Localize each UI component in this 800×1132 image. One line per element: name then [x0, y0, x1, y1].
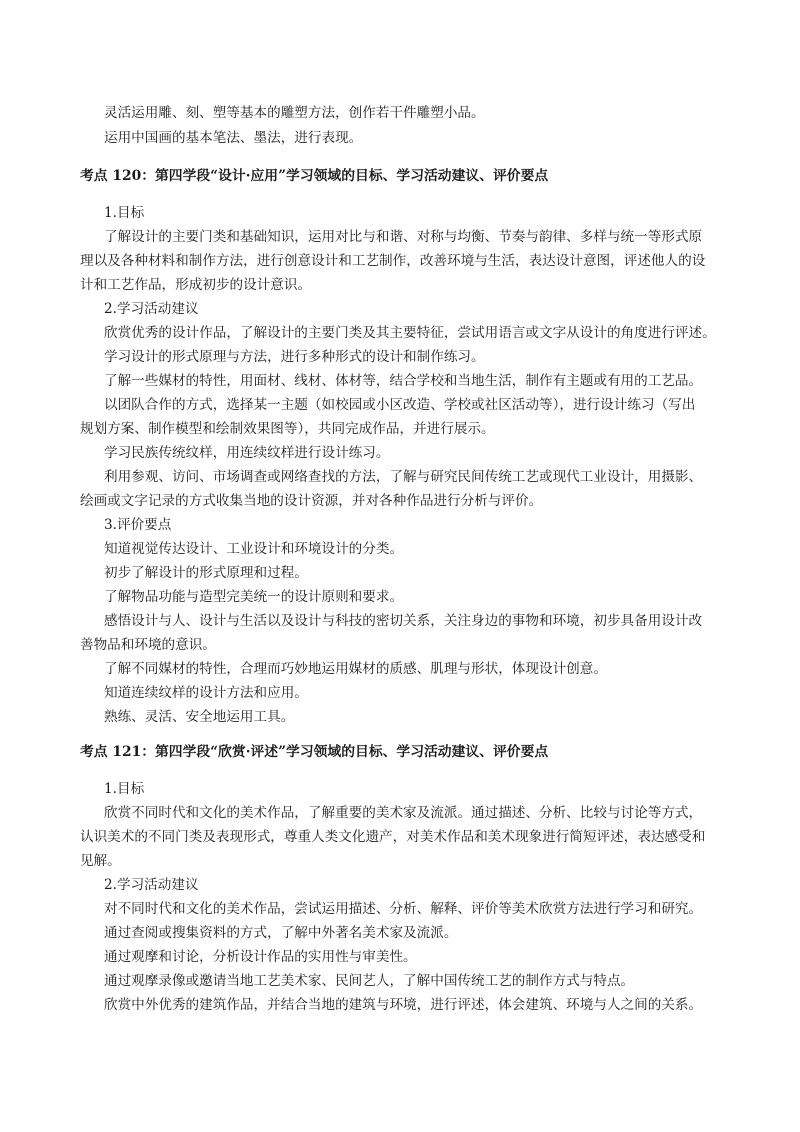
paragraph-sculpture: 灵活运用雕、刻、塑等基本的雕塑方法，创作若干件雕塑小品。 [104, 105, 485, 121]
activity-120-6-line-2: 绘画或文字记录的方式收集当地的设计资源，并对各种作品进行分析与评价。 [80, 493, 543, 509]
activity-120-2: 学习设计的形式原理与方法，进行多种形式的设计和制作练习。 [104, 349, 485, 365]
activities-title-120: 2.学习活动建议 [104, 301, 199, 317]
goal-text-121-line-2: 认识美术的不同门类及表现形式，尊重人类文化遗产，对美术作品和美术现象进行简短评述，表达感受和 [80, 829, 706, 845]
activities-title-121: 2.学习活动建议 [104, 877, 199, 893]
activity-121-5: 欣赏中外优秀的建筑作品，并结合当地的建筑与环境，进行评述，体会建筑、环境与人之间的关系。 [104, 997, 703, 1013]
evaluation-120-4-line-1: 感悟设计与人、设计与生活以及设计与科技的密切关系，关注身边的事物和环境，初步具备用设计改 [104, 613, 703, 629]
activity-121-3: 通过观摩和讨论，分析设计作品的实用性与审美性。 [104, 949, 417, 965]
activity-120-4-line-1: 以团队合作的方式，选择某一主题（如校园或小区改造、学校或社区活动等），进行设计练习（写出 [104, 397, 696, 413]
evaluation-120-6: 知道连续纹样的设计方法和应用。 [104, 685, 308, 701]
evaluation-120-4-line-2: 善物品和环境的意识。 [80, 637, 216, 653]
evaluation-120-5: 了解不同媒材的特性，合理而巧妙地运用媒材的质感、肌理与形状，体现设计创意。 [104, 661, 607, 677]
activity-121-4: 通过观摩录像或邀请当地工艺美术家、民间艺人，了解中国传统工艺的制作方式与特点。 [104, 973, 635, 989]
section-heading-121: 考点 121：第四学段“欣赏·评述”学习领域的目标、学习活动建议、评价要点 [80, 744, 549, 760]
goal-text-120-line-1: 了解设计的主要门类和基础知识，运用对比与和谐、对称与均衡、节奏与韵律、多样与统一等形式原 [104, 229, 703, 245]
evaluation-120-7: 熟练、灵活、安全地运用工具。 [104, 709, 295, 725]
evaluation-120-3: 了解物品功能与造型完美统一的设计原则和要求。 [104, 589, 404, 605]
activity-121-2: 通过查阅或搜集资料的方式，了解中外著名美术家及流派。 [104, 925, 458, 941]
activity-120-5: 学习民族传统纹样，用连续纹样进行设计练习。 [104, 445, 390, 461]
goal-title-121: 1.目标 [104, 781, 145, 797]
activity-120-6-line-1: 利用参观、访问、市场调查或网络查找的方法，了解与研究民间传统工艺或现代工业设计，用摄影、 [104, 469, 703, 485]
section-heading-120: 考点 120：第四学段“设计·应用”学习领域的目标、学习活动建议、评价要点 [80, 168, 549, 184]
evaluation-title-120: 3.评价要点 [104, 517, 172, 533]
activity-120-3: 了解一些媒材的特性，用面材、线材、体材等，结合学校和当地生活，制作有主题或有用的工艺品。 [104, 373, 703, 389]
goal-text-120-line-2: 理以及各种材料和制作方法，进行创意设计和工艺制作，改善环境与生活，表达设计意图，评述他人的设 [80, 253, 706, 269]
goal-text-121-line-3: 见解。 [80, 853, 121, 869]
evaluation-120-1: 知道视觉传达设计、工业设计和环境设计的分类。 [104, 541, 404, 557]
evaluation-120-2: 初步了解设计的形式原理和过程。 [104, 565, 308, 581]
goal-text-121-line-1: 欣赏不同时代和文化的美术作品，了解重要的美术家及流派。通过描述、分析、比较与讨论等方式， [104, 805, 703, 821]
goal-text-120-line-3: 计和工艺作品，形成初步的设计意识。 [80, 277, 312, 293]
activity-120-1: 欣赏优秀的设计作品，了解设计的主要门类及其主要特征，尝试用语言或文字从设计的角度进行评述。 [104, 325, 716, 341]
goal-title-120: 1.目标 [104, 205, 145, 221]
activity-121-1: 对不同时代和文化的美术作品，尝试运用描述、分析、解释、评价等美术欣赏方法进行学习和研究。 [104, 901, 703, 917]
activity-120-4-line-2: 规划方案、制作模型和绘制效果图等），共同完成作品，并进行展示。 [80, 421, 495, 437]
paragraph-chinese-painting: 运用中国画的基本笔法、墨法，进行表现。 [104, 130, 363, 146]
